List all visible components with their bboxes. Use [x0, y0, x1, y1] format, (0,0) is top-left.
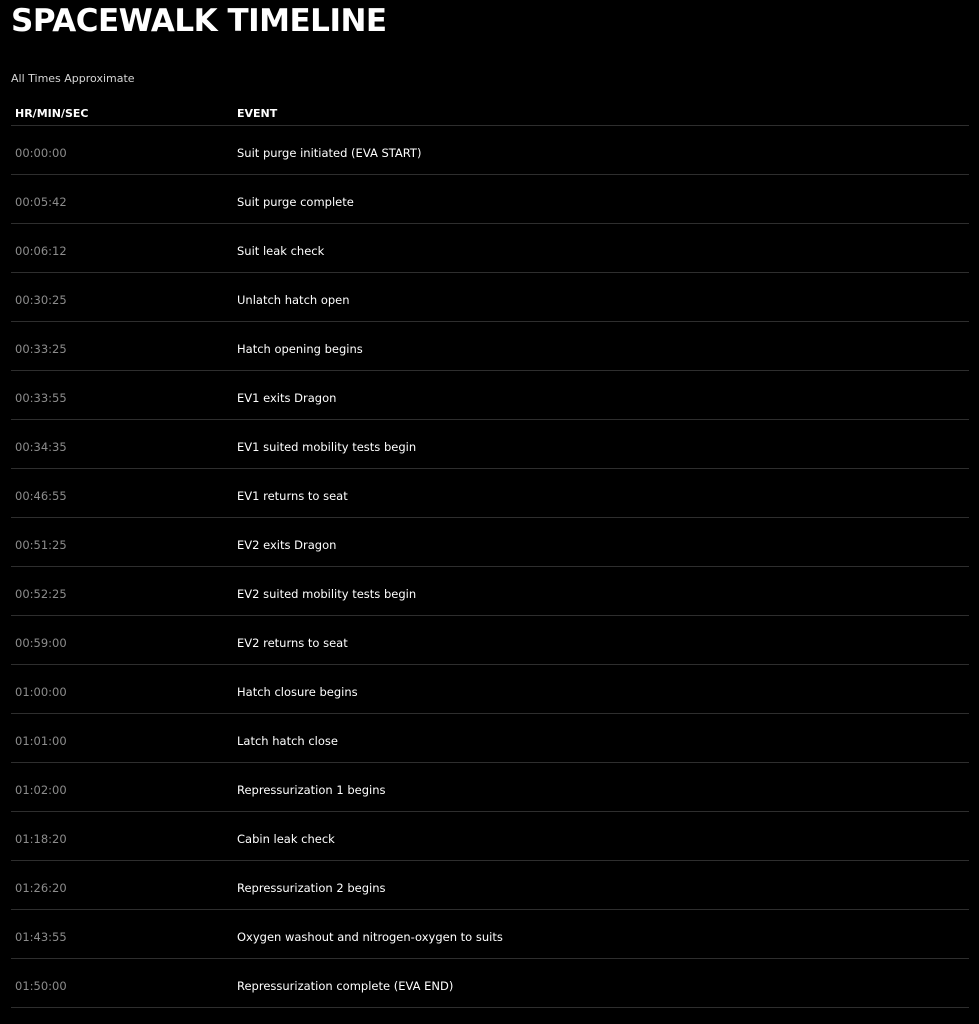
table-row	[11, 322, 969, 371]
table-row	[11, 616, 969, 665]
row-event: Suit purge initiated (EVA START)	[237, 146, 422, 160]
page-title: SPACEWALK TIMELINE	[11, 3, 387, 39]
row-event: Unlatch hatch open	[237, 293, 350, 307]
row-event: EV1 returns to seat	[237, 489, 348, 503]
row-time: 01:02:00	[15, 783, 67, 797]
table-row	[11, 567, 969, 616]
row-event: EV2 exits Dragon	[237, 538, 337, 552]
column-header-time: HR/MIN/SEC	[15, 107, 89, 120]
table-row	[11, 763, 969, 812]
row-event: EV1 suited mobility tests begin	[237, 440, 417, 454]
row-time: 01:18:20	[15, 832, 67, 846]
row-event: Oxygen washout and nitrogen-oxygen to suits	[237, 930, 503, 944]
column-header-event: EVENT	[237, 107, 278, 120]
row-event: Hatch closure begins	[237, 685, 358, 699]
row-time: 01:43:55	[15, 930, 67, 944]
row-time: 00:59:00	[15, 636, 67, 650]
row-time: 01:26:20	[15, 881, 67, 895]
row-time: 00:46:55	[15, 489, 67, 503]
row-event: Suit leak check	[237, 244, 325, 258]
table-row	[11, 910, 969, 959]
table-row	[11, 959, 969, 1008]
table-row	[11, 469, 969, 518]
row-event: Repressurization 1 begins	[237, 783, 386, 797]
page-subtitle: All Times Approximate	[11, 72, 135, 85]
row-time: 00:34:35	[15, 440, 67, 454]
row-event: Hatch opening begins	[237, 342, 363, 356]
row-time: 00:06:12	[15, 244, 67, 258]
table-row	[11, 126, 969, 175]
row-time: 00:00:00	[15, 146, 67, 160]
row-event: Cabin leak check	[237, 832, 335, 846]
row-time: 00:05:42	[15, 195, 67, 209]
table-row	[11, 714, 969, 763]
row-time: 00:51:25	[15, 538, 67, 552]
table-row	[11, 518, 969, 567]
row-time: 01:01:00	[15, 734, 67, 748]
table-row	[11, 812, 969, 861]
row-time: 00:30:25	[15, 293, 67, 307]
table-row	[11, 371, 969, 420]
table-row	[11, 273, 969, 322]
row-event: Repressurization complete (EVA END)	[237, 979, 454, 993]
row-event: Latch hatch close	[237, 734, 338, 748]
table-row	[11, 224, 969, 273]
row-time: 00:33:25	[15, 342, 67, 356]
row-event: EV2 returns to seat	[237, 636, 348, 650]
row-event: EV2 suited mobility tests begin	[237, 587, 417, 601]
row-event: Suit purge complete	[237, 195, 354, 209]
row-event: EV1 exits Dragon	[237, 391, 337, 405]
table-row	[11, 420, 969, 469]
table-row	[11, 861, 969, 910]
row-time: 00:52:25	[15, 587, 67, 601]
row-event: Repressurization 2 begins	[237, 881, 386, 895]
row-time: 01:00:00	[15, 685, 67, 699]
row-time: 00:33:55	[15, 391, 67, 405]
timeline-table	[11, 101, 969, 1008]
table-row	[11, 175, 969, 224]
table-body	[11, 126, 969, 1008]
row-time: 01:50:00	[15, 979, 67, 993]
table-header-row	[11, 101, 969, 126]
table-row	[11, 665, 969, 714]
